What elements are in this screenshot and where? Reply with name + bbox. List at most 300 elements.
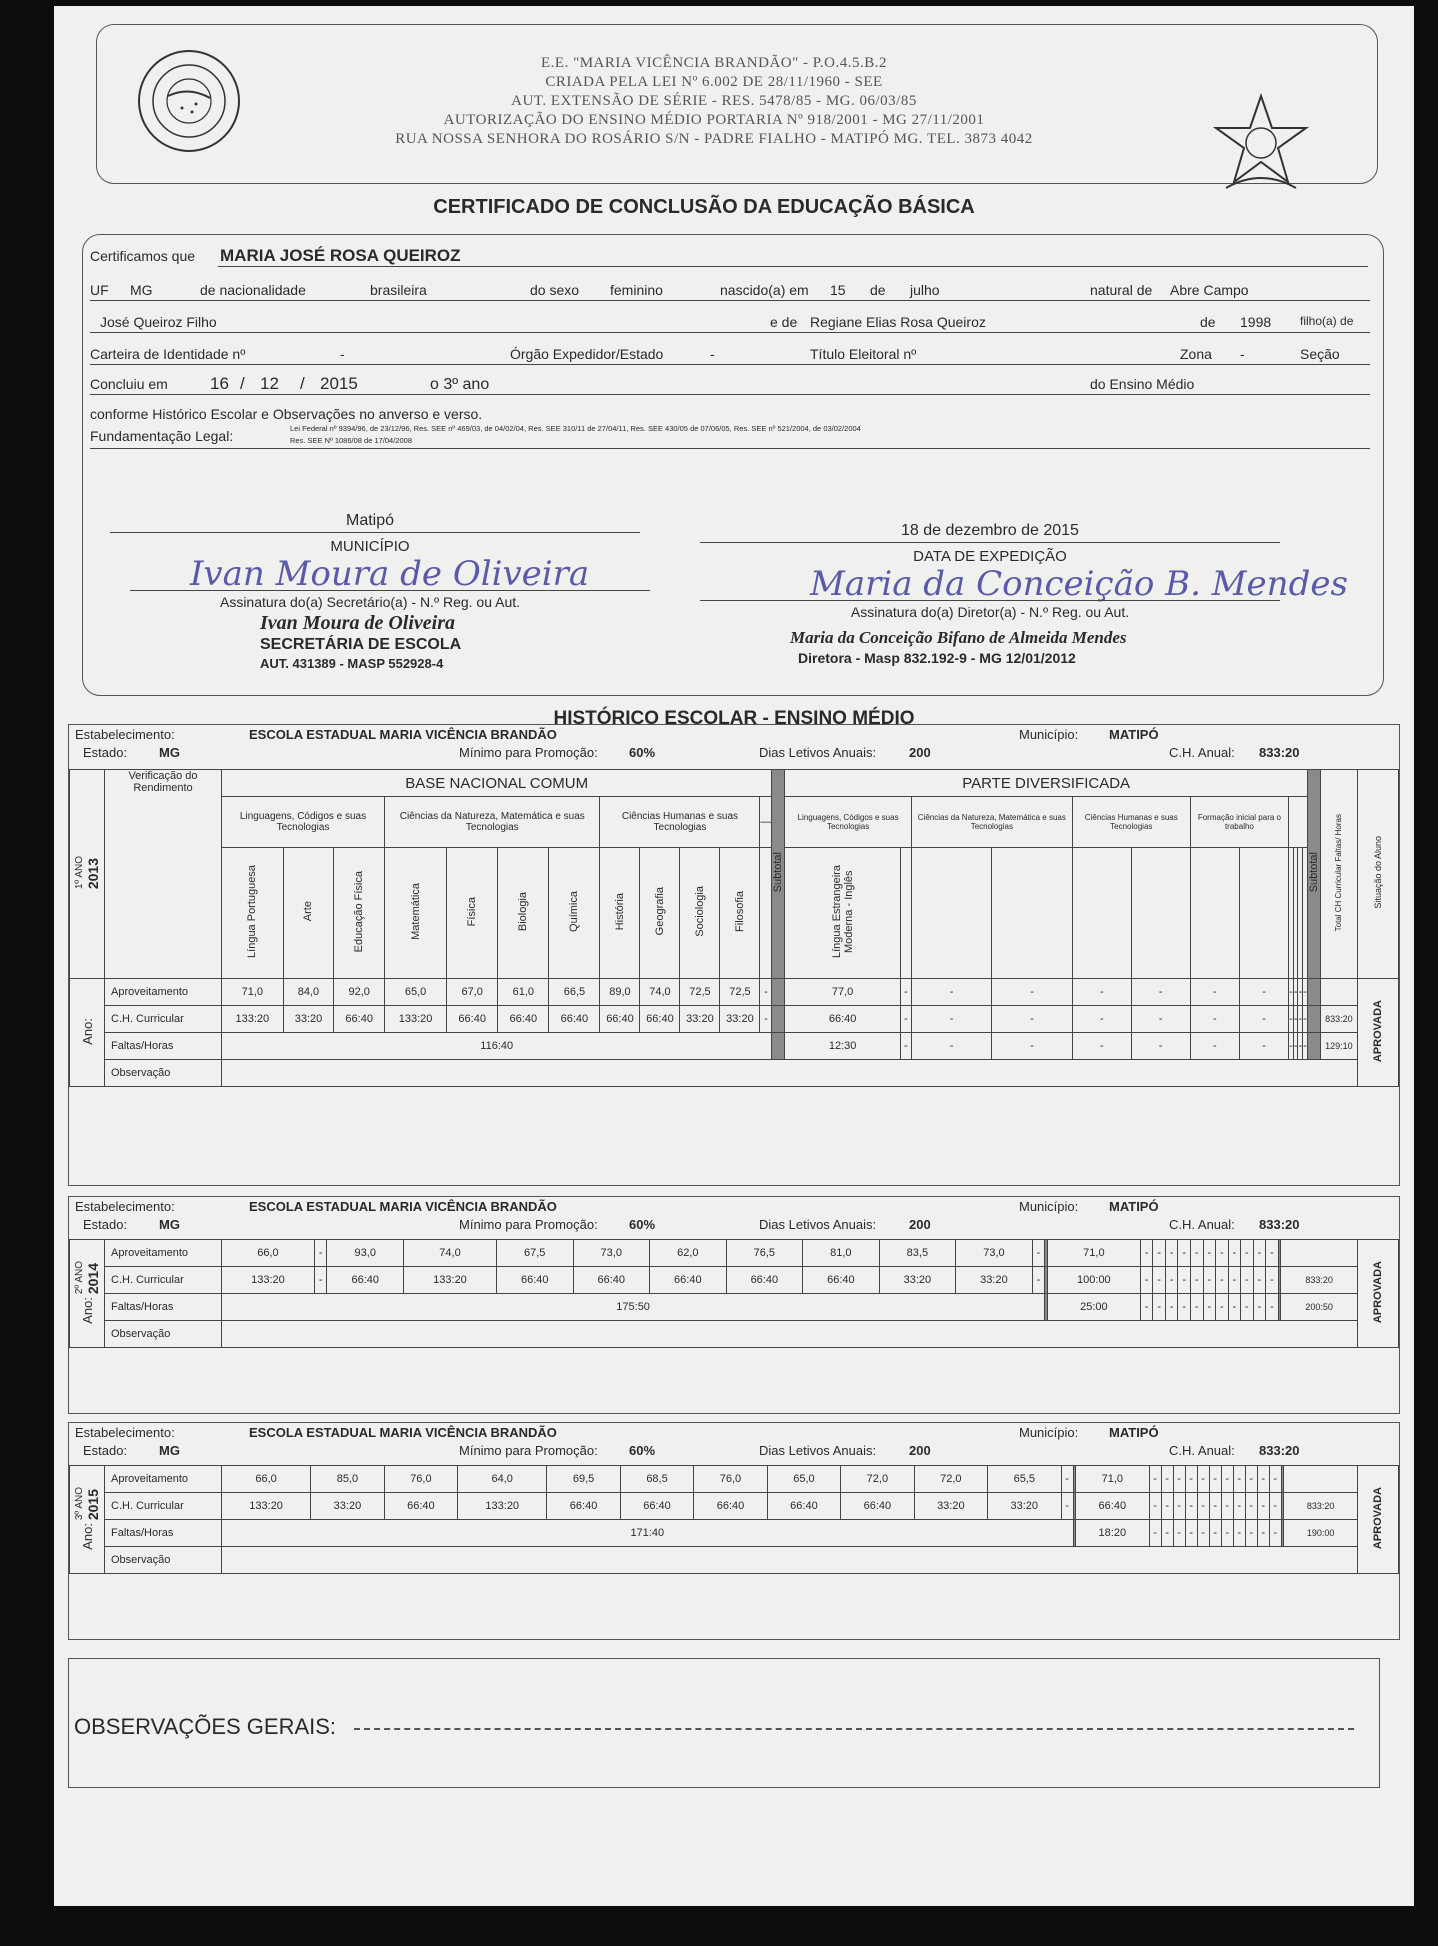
birth-day: 15 [830,282,846,298]
estabelecimento-label: Estabelecimento: [75,1425,175,1440]
year-value: 2014 [84,1262,101,1294]
conclusion-year: 2015 [320,374,358,393]
filho-label: filho(a) de [1300,314,1354,328]
grades-table [69,769,1399,1087]
estabelecimento-value: ESCOLA ESTADUAL MARIA VICÊNCIA BRANDÃO [249,1199,557,1214]
total-ch-cell: 833:20 [1320,1006,1357,1033]
secretary-stamp-name: Ivan Moura de Oliveira [260,612,455,634]
identidade-value: - [340,346,345,362]
minimo-value: 60% [629,745,656,760]
pd-cell: - [1216,1294,1229,1321]
lem-header [785,848,900,979]
pd-cell: - [1178,1294,1191,1321]
serie-name: 1º ANO [73,855,85,890]
grade-cell: 33:20 [311,1493,384,1520]
subject-name: Língua Portuguesa [246,865,259,958]
grade-cell: 33:20 [988,1493,1061,1520]
observacoes-line [354,1728,1354,1730]
pd-cell: - [1239,979,1288,1006]
concluiu-label: Concluiu em [90,376,168,392]
estado-label: Estado: [83,745,128,760]
pd-cell: - [1233,1493,1245,1520]
ch-anual-label: C.H. Anual: [1169,1443,1235,1458]
estabelecimento-value: ESCOLA ESTADUAL MARIA VICÊNCIA BRANDÃO [249,1425,557,1440]
faltas-cell: 171:40 [222,1520,1074,1547]
pd-cell: - [1190,1267,1203,1294]
subject-header [222,848,284,979]
pd-cell: - [1289,1006,1294,1033]
grade-cell: 133:20 [404,1267,497,1294]
municipio-value: MATIPÓ [1109,727,1159,742]
mg-coat-of-arms [1206,88,1316,203]
year-block [68,1422,1400,1640]
certificamos-label: Certificamos que [90,248,196,264]
historico-title: HISTÓRICO ESCOLAR - ENSINO MÉDIO [553,708,915,729]
pd-cell: - [900,979,911,1006]
director-signature: Maria da Conceição B. Mendes [810,564,1348,604]
pd-blank-col [911,848,992,979]
pd-cell: - [1185,1493,1197,1520]
total-ch-cell [1281,1240,1358,1267]
grade-cell: 66:40 [498,1006,549,1033]
total-faltas: 129:10 [1320,1033,1357,1060]
municipio-value: MATIPÓ [1109,1425,1159,1440]
grade-cell: 66:40 [547,1493,620,1520]
serie-label [70,770,105,979]
pd-cell: - [1293,1006,1298,1033]
total-faltas: 200:50 [1281,1294,1358,1321]
grade-cell: 133:20 [222,1267,315,1294]
pd-cell: - [1257,1520,1269,1547]
ano-label: Ano: [79,1522,95,1550]
pd-cell: - [1298,1033,1303,1060]
pd-cell: - [1228,1294,1241,1321]
row-label: Observação [105,1321,222,1348]
subject-header [549,848,600,979]
grade-cell: 33:20 [879,1267,956,1294]
faltas-cell: 175:50 [222,1294,1045,1321]
ch-anual-label: C.H. Anual: [1169,745,1235,760]
data-expedicao-label: DATA DE EXPEDIÇÃO [913,548,1067,565]
grade-cell: 133:20 [222,1006,284,1033]
grade-cell: 66,5 [549,979,600,1006]
pd-cell: - [1161,1520,1173,1547]
conclusion-month: 12 [260,374,279,393]
grade-cell: - [1061,1493,1073,1520]
grade-cell: 84,0 [283,979,334,1006]
subtotal-label: Subtotal [772,852,785,893]
estado-value: MG [159,1443,180,1458]
row-label: Aproveitamento [105,1240,222,1267]
row-label: Faltas/Horas [105,1033,222,1060]
ano-label: Ano: [79,1296,95,1324]
year-value: 2013 [84,857,101,890]
sexo-value: feminino [610,282,663,298]
verificacao-spacer: Verificação do Rendimento [105,770,222,979]
pd-cell: - [1245,1493,1257,1520]
pd-cell: - [1209,1520,1221,1547]
pd-cell: - [1131,1033,1190,1060]
year-info [69,1197,1399,1237]
lem-faltas: 25:00 [1047,1294,1140,1321]
subject-header [640,848,680,979]
grade-cell: 67,0 [447,979,498,1006]
dias-value: 200 [909,1443,931,1458]
nacionalidade-label: de nacionalidade [200,282,306,298]
grade-cell: - [1032,1267,1045,1294]
minimo-value: 60% [629,1443,656,1458]
subject-name: Matemática [409,883,422,940]
row-label: Aproveitamento [105,979,222,1006]
ch-anual-label: C.H. Anual: [1169,1217,1235,1232]
grade-cell: 66:40 [384,1493,457,1520]
total-ch-cell: 833:20 [1281,1267,1358,1294]
grade-cell: - [314,1267,327,1294]
total-ch-label: Total CH Curricular Faltas/ Horas [1334,813,1344,932]
subject-name: Química [568,891,581,932]
pd-blank-col [1303,848,1308,979]
subject-header [447,848,498,979]
situacao-value: APROVADA [1372,1486,1384,1550]
grades-table [69,1465,1399,1574]
total-ch-header [1320,770,1357,979]
parte-diversificada-header: PARTE DIVERSIFICADA [785,770,1307,797]
orgao-label: Órgão Expedidor/Estado [510,346,664,362]
row-label: Observação [105,1547,222,1574]
titulo-label: Título Eleitoral nº [810,346,917,362]
pd-cell: - [1140,1294,1153,1321]
pd-cell: - [1072,1006,1131,1033]
pd-cell: - [1190,1006,1239,1033]
total-ch-cell [1320,979,1357,1006]
ch-anual-value: 833:20 [1259,1217,1300,1232]
grade-cell: 89,0 [600,979,640,1006]
grade-cell: 73,0 [956,1240,1033,1267]
subtotal-gray [772,770,785,979]
observacao-cell [222,1321,1399,1348]
municipio-value: MATIPÓ [1109,1199,1159,1214]
pd-cell: - [1153,1294,1166,1321]
grade-cell: 81,0 [803,1240,880,1267]
lem-cell: 77,0 [785,979,900,1006]
pd-cell: - [1303,979,1308,1006]
grade-cell: - [314,1240,327,1267]
pd-cell: - [1253,1294,1266,1321]
subject-name: Sociologia [693,886,706,937]
pd-cell: - [1149,1466,1161,1493]
subject-header [720,848,760,979]
subtotal-pd-label: Subtotal [1307,852,1320,893]
pd-cell: - [1165,1240,1178,1267]
base-nacional-header: BASE NACIONAL COMUM [222,770,772,797]
pd-area-humanas: Ciências Humanas e suas Tecnologias [1072,797,1190,848]
subtotal-cell [772,979,785,1006]
grade-cell: 66:40 [327,1267,404,1294]
grade-cell: 69,5 [547,1466,620,1493]
pd-cell: - [1233,1466,1245,1493]
municipio-value: Matipó [345,512,395,529]
pd-cell: - [1173,1493,1185,1520]
grade-cell: 66,0 [222,1466,311,1493]
pd-cell: - [1072,979,1131,1006]
subject-blank [760,848,772,979]
pd-cell: - [1153,1267,1166,1294]
pd-cell: - [1293,1033,1298,1060]
pd-blank-col [900,848,911,979]
conforme-text: conforme Histórico Escolar e Observações no anverso e verso. [90,406,483,422]
natural-label: natural de [1090,282,1153,298]
grade-cell: 66:40 [600,1006,640,1033]
dias-label: Dias Letivos Anuais: [759,1443,877,1458]
year-block [68,724,1400,1186]
pd-cell: - [1178,1240,1191,1267]
situacao-value: APROVADA [1372,1260,1384,1324]
pd-area-ciencias: Ciências da Natureza, Matemática e suas Tecnologias [911,797,1072,848]
header-line: CRIADA PELA LEI Nº 6.002 DE 28/11/1960 - SEE [545,74,883,90]
pd-area-blank [1289,797,1308,848]
director-stamp-reg: Diretora - Masp 832.192-9 - MG 12/01/2012 [798,650,1076,666]
pd-cell: - [1203,1240,1216,1267]
grade-cell: 74,0 [404,1240,497,1267]
secao-label: Seção [1300,346,1340,362]
area-blank: — [760,797,772,848]
ano-cell [70,1466,105,1574]
grade-cell: 85,0 [311,1466,384,1493]
fundamentacao-text: Lei Federal nº 9394/96, de 23/12/96, Res. SEE nº 469/03, de 04/02/04, Res. SEE 310/11 de 27/04/11, Res. SEE 430/05 de 07/06/05, Res. SEE nº 521/2004, de 03/02/2004 [290,424,861,433]
secretary-stamp-role: SECRETÁRIA DE ESCOLA [260,636,462,653]
e-de-label: e de [770,314,798,330]
header-line: AUT. EXTENSÃO DE SÉRIE - RES. 5478/85 - MG. 06/03/85 [511,93,917,109]
pd-cell: - [1257,1466,1269,1493]
pd-cell: - [1190,1240,1203,1267]
grade-cell: 66:40 [573,1267,650,1294]
pd-cell: - [1221,1520,1233,1547]
grade-cell: 67,5 [496,1240,573,1267]
secretary-signature: Ivan Moura de Oliveira [190,554,590,594]
subject-header [385,848,447,979]
pd-cell: - [1140,1267,1153,1294]
subject-name: Educação Física [353,870,366,953]
pd-cell: - [1140,1240,1153,1267]
grade-cell: 65,5 [988,1466,1061,1493]
uf-value: MG [130,282,153,298]
pd-cell: - [911,1033,992,1060]
subject-name: Física [466,896,479,927]
year-info [69,1423,1399,1463]
secretary-stamp-reg: AUT. 431389 - MASP 552928-4 [260,656,444,671]
lem-cell: 100:00 [1047,1267,1140,1294]
pd-cell: - [1185,1466,1197,1493]
grade-cell: - [760,1006,772,1033]
secretary-sign-label: Assinatura do(a) Secretário(a) - N.º Reg. ou Aut. [219,594,521,610]
pd-cell: - [1298,979,1303,1006]
subtotal-pd-cell [1307,1006,1320,1033]
pd-blank-col [1190,848,1239,979]
pd-cell: - [1269,1493,1281,1520]
subject-header [334,848,385,979]
subtotal-pd-cell [1307,1033,1320,1060]
grade-cell: 83,5 [879,1240,956,1267]
pd-cell: - [1221,1466,1233,1493]
grade-cell: 66:40 [841,1493,914,1520]
pd-cell: - [1203,1267,1216,1294]
pd-cell: - [1221,1493,1233,1520]
situacao-header [1358,770,1399,979]
municipio-label: Município: [1019,727,1079,742]
ensino-label: do Ensino Médio [1090,376,1195,392]
total-ch-cell: 833:20 [1284,1493,1358,1520]
observacao-cell [222,1060,1399,1087]
zona-value: - [1240,346,1245,362]
row-label: Aproveitamento [105,1466,222,1493]
estabelecimento-label: Estabelecimento: [75,727,175,742]
grade-cell: - [760,979,772,1006]
ano-cell [70,1240,105,1348]
subject-header [680,848,720,979]
situacao-label: Situação do Aluno [1373,836,1383,909]
pd-cell: - [900,1033,911,1060]
data-expedicao: 18 de dezembro de 2015 [901,522,1079,539]
pd-cell: - [1153,1240,1166,1267]
pd-cell: - [1197,1520,1209,1547]
estado-value: MG [159,745,180,760]
sexo-label: do sexo [530,282,580,298]
estado-value: MG [159,1217,180,1232]
dias-label: Dias Letivos Anuais: [759,745,877,760]
observacao-cell [222,1547,1399,1574]
pd-cell: - [1239,1006,1288,1033]
pd-cell: - [1269,1466,1281,1493]
row-label: C.H. Curricular [105,1493,222,1520]
pd-cell: - [1216,1267,1229,1294]
minimo-label: Mínimo para Promoção: [459,1443,598,1458]
pd-cell: - [1072,1033,1131,1060]
grade-cell: 93,0 [327,1240,404,1267]
pd-cell: - [1239,1033,1288,1060]
estabelecimento-label: Estabelecimento: [75,1199,175,1214]
natural-value: Abre Campo [1170,282,1249,298]
pd-cell: - [1245,1520,1257,1547]
subject-name: Arte [302,901,315,922]
grade-cell: 66:40 [726,1267,803,1294]
pd-cell: - [900,1006,911,1033]
year-value: 2015 [84,1488,101,1520]
grade-cell: 65,0 [385,979,447,1006]
row-label: Faltas/Horas [105,1294,222,1321]
pd-cell: - [1131,979,1190,1006]
pd-cell: - [1298,1006,1303,1033]
lem-name: Língua Estrangeira Moderna - Inglês [830,865,855,958]
lem-cell: 66:40 [1076,1493,1149,1520]
grade-cell: 92,0 [334,979,385,1006]
pd-cell: - [1178,1267,1191,1294]
grade-cell: 33:20 [283,1006,334,1033]
year-info [69,725,1399,765]
nascido-label: nascido(a) em [720,282,809,298]
lem-faltas: 12:30 [785,1033,900,1060]
grade-cell: 133:20 [222,1493,311,1520]
pd-cell: - [1289,979,1294,1006]
de-label: de [870,282,886,298]
orgao-value: - [710,346,715,362]
subtotal-cell [772,1033,785,1060]
mother-name: Regiane Elias Rosa Queiroz [810,314,986,330]
situacao-value: APROVADA [1372,999,1384,1063]
pd-cell: - [1131,1006,1190,1033]
ano-cell [70,979,105,1087]
subtotal-cell [772,1006,785,1033]
subject-header [498,848,549,979]
pd-cell: - [1228,1267,1241,1294]
pd-cell: - [1241,1267,1254,1294]
pd-cell: - [911,1006,992,1033]
pd-cell: - [1209,1466,1221,1493]
minimo-label: Mínimo para Promoção: [459,745,598,760]
ano-label: Ano: [79,1017,95,1045]
estado-label: Estado: [83,1443,128,1458]
pd-cell: - [1149,1520,1161,1547]
uf-label: UF [90,282,109,298]
municipio-label: Município: [1019,1425,1079,1440]
subtotal-pd-cell [1307,979,1320,1006]
pd-cell: - [1197,1466,1209,1493]
birth-month: julho [910,282,940,298]
pd-cell: - [1269,1520,1281,1547]
grade-cell: 66:40 [620,1493,693,1520]
grade-cell: 64,0 [458,1466,547,1493]
grade-cell: 72,0 [914,1466,987,1493]
municipio-label: MUNICÍPIO [330,538,410,555]
total-faltas: 190:00 [1284,1520,1358,1547]
pd-blank-col [992,848,1073,979]
subject-header [283,848,334,979]
grade-cell: 33:20 [680,1006,720,1033]
row-label: C.H. Curricular [105,1006,222,1033]
area-linguagens: Linguagens, Códigos e suas Tecnologias [222,797,385,848]
director-sign-label: Assinatura do(a) Diretor(a) - N.º Reg. ou Aut. [850,604,1130,620]
grade-cell: 62,0 [650,1240,727,1267]
header-line: RUA NOSSA SENHORA DO ROSÁRIO S/N - PADRE FIALHO - MATIPÓ MG. TEL. 3873 4042 [395,131,1033,147]
grade-cell: 72,5 [720,979,760,1006]
area-ciencias-humanas: Ciências Humanas e suas Tecnologias [600,797,760,848]
pd-cell: - [1228,1240,1241,1267]
municipio-label: Município: [1019,1199,1079,1214]
serie-name: 3º ANO [73,1486,85,1520]
pd-cell: - [1253,1240,1266,1267]
grade-cell: 73,0 [573,1240,650,1267]
pd-cell: - [1161,1466,1173,1493]
pd-blank-col [1131,848,1190,979]
grade-cell: 66:40 [767,1493,840,1520]
faltas-cell: 116:40 [222,1033,772,1060]
estabelecimento-value: ESCOLA ESTADUAL MARIA VICÊNCIA BRANDÃO [249,727,557,742]
grade-cell: 68,5 [620,1466,693,1493]
grade-cell: 33:20 [956,1267,1033,1294]
grade-cell: 66:40 [334,1006,385,1033]
student-name: MARIA JOSÉ ROSA QUEIROZ [220,246,461,265]
pd-cell: - [911,979,992,1006]
grade-cell: 61,0 [498,979,549,1006]
grade-cell: 66:40 [694,1493,767,1520]
grade-cell: 72,5 [680,979,720,1006]
grade-cell: 133:20 [458,1493,547,1520]
pd-cell: - [992,979,1073,1006]
pd-cell: - [1241,1240,1254,1267]
grades-table [69,1239,1399,1348]
fundamentacao-label: Fundamentação Legal: [90,428,234,444]
birth-year: 1998 [1240,314,1272,330]
grade-cell: 71,0 [222,979,284,1006]
